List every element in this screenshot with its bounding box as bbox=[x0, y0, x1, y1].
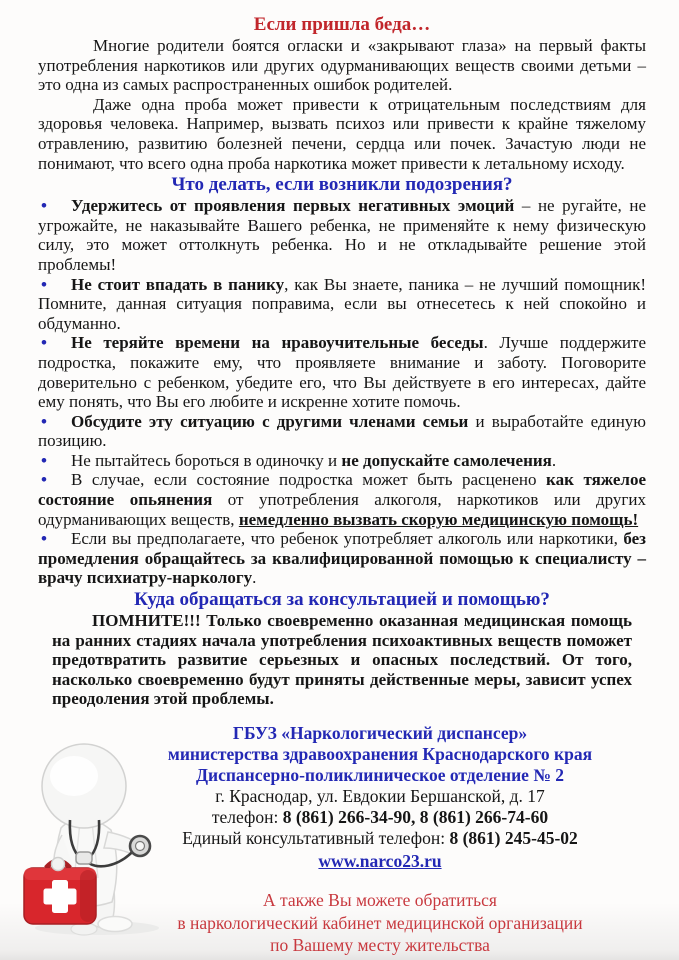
list-item-text: Не пытайтесь бороться в одиночку и не допускайте самолечения. bbox=[71, 450, 557, 470]
list-item bbox=[38, 529, 646, 588]
remember-paragraph: ПОМНИТЕ!!! Только своевременно оказанная медицинская помощь на ранних стадиях начала употребления психоактивных веществ поможет предотвратить развитие серьезных и опасных последствий. От того, насколько своевременно будут приняты действенные меры, зависит успех преодоления этой проблемы. bbox=[52, 611, 632, 709]
bullet-dot-icon: • bbox=[41, 450, 47, 470]
consult-phone-line: Единый консультативный телефон: 8 (861) 245-45-02 bbox=[182, 828, 578, 848]
list-item bbox=[38, 275, 646, 334]
doctor-with-first-aid-kit-icon bbox=[12, 740, 170, 940]
footer-note-line: в наркологический кабинет медицинской организации bbox=[177, 912, 583, 933]
bullet-dot-icon: • bbox=[41, 333, 47, 353]
section-heading-what-to-do: Что делать, если возникли подозрения? bbox=[171, 174, 513, 196]
bullet-dot-icon: • bbox=[41, 196, 47, 216]
footer-note-line: А также Вы можете обратиться bbox=[263, 890, 497, 910]
org-department-line: Диспансерно-поликлиническое отделение № 2 bbox=[195, 765, 565, 785]
intro-paragraph-1: Многие родители боятся огласки и «закрывают глаза» на первый факты употребления наркотиков или других одурманивающих веществ своими детьми – это одна из самых распространенных ошибок родителей. bbox=[38, 36, 646, 95]
list-item-text: Удержитесь от проявления первых негативных эмоций – не ругайте, не угрожайте, не наказывайте Вашего ребенка, не применяйте к нему физическую силу, это может оттолкнуть ребенка. Но и не откладывайте решение этой проблемы! bbox=[38, 196, 647, 274]
list-item-text: В случае, если состояние подростка может быть расценено как тяжелое состояние опьянения от употребления алкоголя, наркотиков или других одурманивающих веществ, немедленно вызвать скорую медицинскую помощь! bbox=[38, 470, 647, 529]
footer-note-line: по Вашему месту жительства bbox=[270, 935, 490, 955]
list-item-text: Если вы предполагаете, что ребенок употребляет алкоголь или наркотики, без промедления обращайтесь за квалифицированной помощью к специалисту – врачу психиатру-наркологу. bbox=[38, 529, 646, 588]
list-item bbox=[38, 196, 646, 274]
list-item-text: Обсудите эту ситуацию с другими членами семьи и выработайте единую позицию. bbox=[38, 411, 647, 451]
bullet-dot-icon: • bbox=[41, 411, 47, 431]
list-item bbox=[38, 470, 646, 529]
footer-note bbox=[114, 889, 646, 957]
section-heading-where-to-go: Куда обращаться за консультацией и помощью? bbox=[134, 589, 550, 611]
bullet-dot-icon: • bbox=[41, 470, 47, 490]
list-item bbox=[38, 333, 646, 411]
list-item bbox=[38, 412, 646, 451]
bullet-dot-icon: • bbox=[41, 529, 47, 549]
list-item bbox=[38, 451, 646, 471]
list-item-text: Не стоит впадать в панику, как Вы знаете, паника – не лучший помощник! Помните, данная ситуация поправима, если вы отнесетесь к ней спокойно и обдуманно. bbox=[38, 274, 646, 333]
advice-bullet-list bbox=[38, 196, 646, 588]
intro-paragraph-2: Даже одна проба может привести к отрицательным последствиям для здоровья человека. Например, вызвать психоз или привести к крайне тяжелому отравлению, развитию болезней печени, сердца или почек. Зачастую люди не понимают, что всего одна проба наркотика может привести к летальному исходу. bbox=[38, 94, 646, 173]
org-name-line: ГБУЗ «Наркологический диспансер» bbox=[232, 723, 528, 743]
bullet-dot-icon: • bbox=[41, 274, 47, 294]
page-title: Если пришла беда… bbox=[253, 14, 431, 35]
address-line: г. Краснодар, ул. Евдокии Бершанской, д. 17 bbox=[215, 786, 545, 806]
phone-line: телефон: 8 (861) 266-34-90, 8 (861) 266-74-60 bbox=[211, 807, 549, 827]
org-ministry-line: министерства здравоохранения Краснодарского края bbox=[167, 744, 593, 764]
narco23-website-link[interactable]: www.narco23.ru bbox=[318, 851, 442, 871]
list-item-text: Не теряйте времени на нравоучительные беседы. Лучше поддержите подростка, покажите ему, что проявляете внимание и заботу. Поговорите доверительно с ребенком, убедите его, что Вы действуете в его интересах, дайте ему понять, что Вы его любите и искренне хотите помочь. bbox=[38, 333, 646, 412]
